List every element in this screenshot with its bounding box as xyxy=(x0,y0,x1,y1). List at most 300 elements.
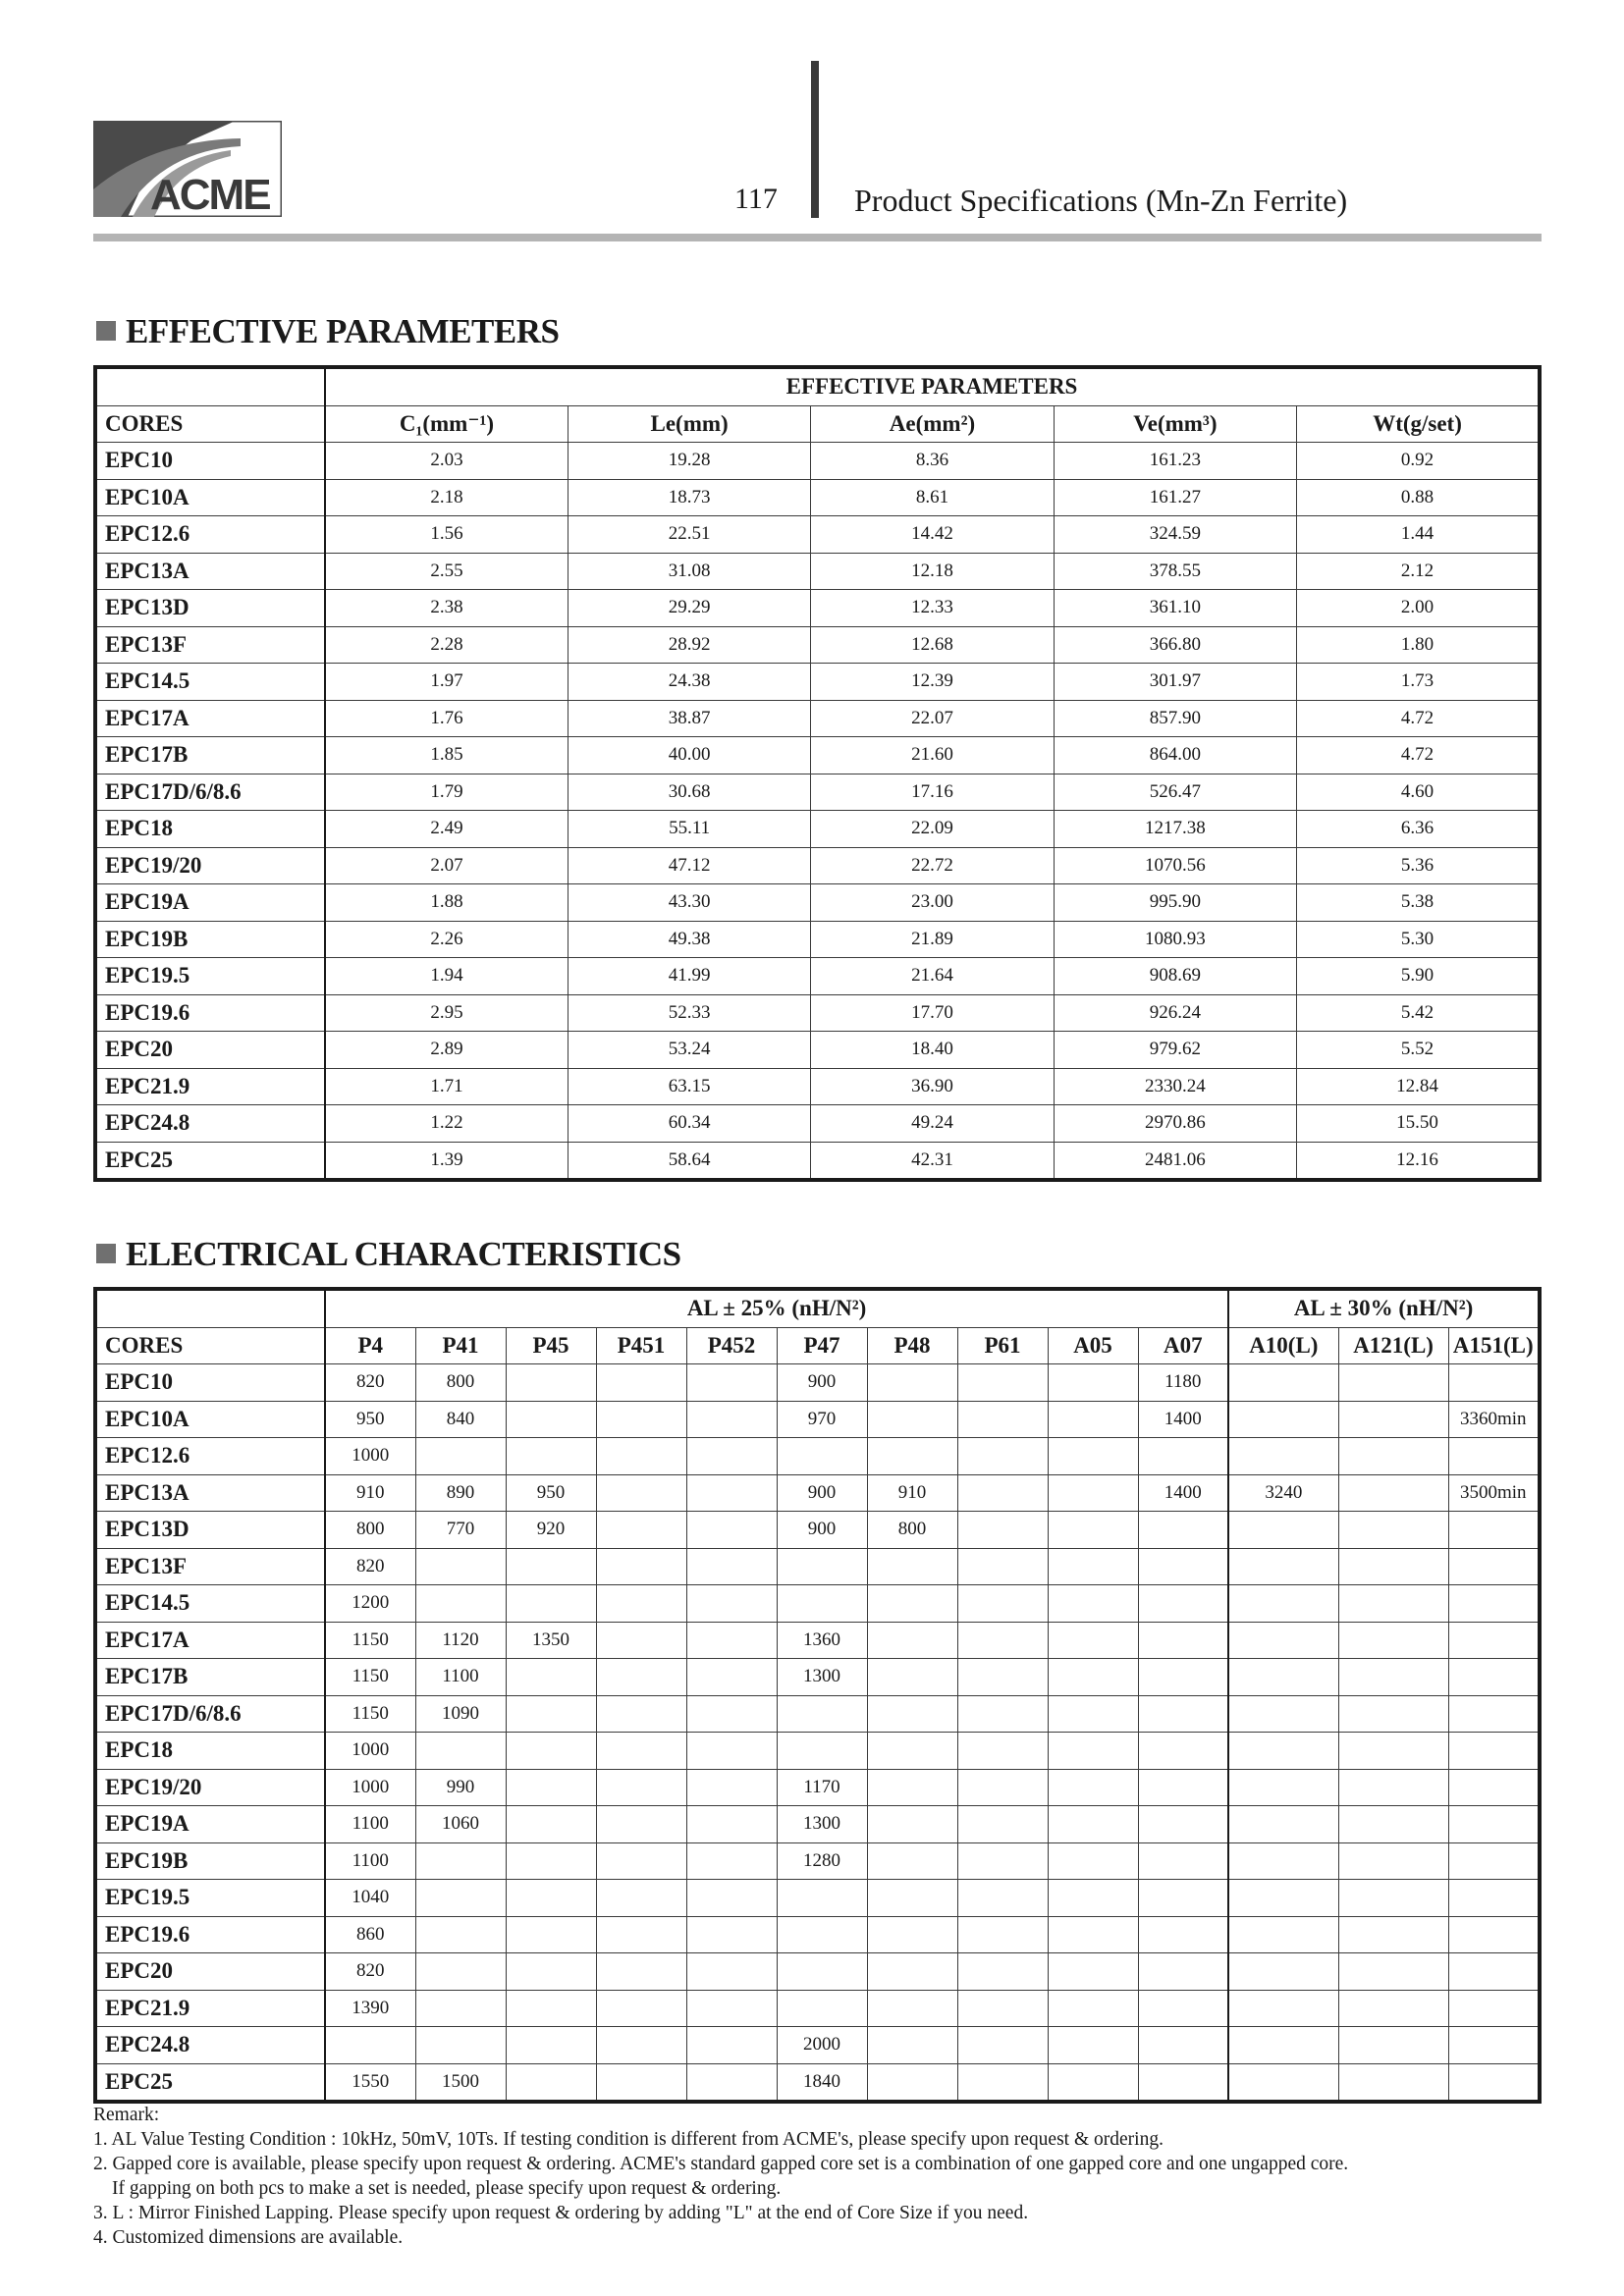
table-cell xyxy=(1228,2027,1338,2064)
table-cell xyxy=(686,1953,777,1991)
remark-line: 1. AL Value Testing Condition : 10kHz, 50mV, 10Ts. If testing condition is different from ACME's, please specify upon request & ordering. xyxy=(93,2129,1164,2150)
table-cell xyxy=(596,1916,686,1953)
cores-header: CORES xyxy=(95,405,325,443)
table-cell xyxy=(1048,1880,1138,1917)
table-cell xyxy=(1048,1769,1138,1806)
table-cell xyxy=(506,1548,596,1585)
section-heading-effective-parameters xyxy=(96,312,559,351)
table-cell xyxy=(596,1512,686,1549)
table-cell: 47.12 xyxy=(568,847,810,884)
table-cell xyxy=(596,1733,686,1770)
table-cell xyxy=(686,1474,777,1512)
table-cell xyxy=(867,1733,957,1770)
core-name: EPC19.5 xyxy=(95,1880,325,1917)
table-cell xyxy=(957,1438,1048,1475)
table-cell xyxy=(1338,1474,1448,1512)
table-cell: 12.39 xyxy=(811,664,1054,701)
table-cell: 2.95 xyxy=(325,994,568,1032)
table-cell xyxy=(415,2027,506,2064)
table-cell: 1400 xyxy=(1138,1474,1228,1512)
table-cell: 3240 xyxy=(1228,1474,1338,1512)
table-cell: 820 xyxy=(325,1548,415,1585)
table-cell: 2.49 xyxy=(325,811,568,848)
table-row xyxy=(95,847,1540,884)
core-name: EPC12.6 xyxy=(95,1438,325,1475)
table-cell xyxy=(686,2063,777,2102)
core-name: EPC24.8 xyxy=(95,1105,325,1143)
table-cell xyxy=(1048,1916,1138,1953)
table-cell xyxy=(1338,1659,1448,1696)
table-cell: 40.00 xyxy=(568,737,810,774)
table-cell: 21.64 xyxy=(811,958,1054,995)
table-row xyxy=(95,553,1540,590)
table-cell: 908.69 xyxy=(1054,958,1296,995)
table-cell xyxy=(415,1585,506,1623)
core-name: EPC19B xyxy=(95,1842,325,1880)
table-cell xyxy=(867,1990,957,2027)
table-cell xyxy=(957,1585,1048,1623)
table-cell: 1.97 xyxy=(325,664,568,701)
column-header: P47 xyxy=(777,1327,867,1364)
table-cell xyxy=(415,1990,506,2027)
table-row xyxy=(95,1032,1540,1069)
table-row xyxy=(95,2063,1540,2102)
table-cell: 1.79 xyxy=(325,774,568,811)
cores-header-spacer xyxy=(95,367,325,405)
table-cell xyxy=(1338,1622,1448,1659)
table-cell: 22.51 xyxy=(568,516,810,554)
table-cell xyxy=(1228,1695,1338,1733)
table-cell xyxy=(1138,1990,1228,2027)
section-title: EFFECTIVE PARAMETERS xyxy=(126,312,560,350)
table-cell xyxy=(957,2027,1048,2064)
table-cell: 860 xyxy=(325,1916,415,1953)
table-cell xyxy=(686,1659,777,1696)
table-cell: 1360 xyxy=(777,1622,867,1659)
table-cell xyxy=(686,1585,777,1623)
table-cell: 920 xyxy=(506,1512,596,1549)
table-cell xyxy=(1138,1842,1228,1880)
table-cell xyxy=(1048,1585,1138,1623)
table-cell: 1040 xyxy=(325,1880,415,1917)
table-row xyxy=(95,1585,1540,1623)
table-row xyxy=(95,1953,1540,1991)
table-cell: 1.39 xyxy=(325,1142,568,1180)
table-cell: 55.11 xyxy=(568,811,810,848)
table-cell xyxy=(1048,1806,1138,1843)
table-cell xyxy=(506,1990,596,2027)
table-cell xyxy=(957,1364,1048,1402)
table-cell xyxy=(686,1733,777,1770)
column-header: A07 xyxy=(1138,1327,1228,1364)
table-cell xyxy=(1048,1953,1138,1991)
table-cell xyxy=(686,1769,777,1806)
column-header: P45 xyxy=(506,1327,596,1364)
table-cell xyxy=(686,1916,777,1953)
table-cell xyxy=(1138,1916,1228,1953)
bullet-square-icon xyxy=(96,1244,116,1263)
table-cell xyxy=(1338,2027,1448,2064)
table-row xyxy=(95,1842,1540,1880)
cores-header-spacer xyxy=(95,1289,325,1327)
table-cell: 1500 xyxy=(415,2063,506,2102)
table-cell xyxy=(596,1990,686,2027)
core-name: EPC17A xyxy=(95,1622,325,1659)
table-cell: 31.08 xyxy=(568,553,810,590)
table-cell xyxy=(1048,1401,1138,1438)
table-cell xyxy=(506,1364,596,1402)
table-row xyxy=(95,700,1540,737)
table-cell xyxy=(1228,1585,1338,1623)
table-cell xyxy=(1448,1438,1540,1475)
table-cell xyxy=(415,1733,506,1770)
column-header: C₁(mm⁻¹) xyxy=(325,405,568,443)
table-cell: 770 xyxy=(415,1512,506,1549)
table-cell xyxy=(777,1695,867,1733)
table-cell xyxy=(1138,1622,1228,1659)
column-header: A121(L) xyxy=(1338,1327,1448,1364)
table-cell: 1080.93 xyxy=(1054,921,1296,958)
table-cell: 53.24 xyxy=(568,1032,810,1069)
table-row xyxy=(95,1401,1540,1438)
core-name: EPC21.9 xyxy=(95,1068,325,1105)
table-cell: 1200 xyxy=(325,1585,415,1623)
table-cell xyxy=(1048,1548,1138,1585)
table-row xyxy=(95,1733,1540,1770)
table-cell xyxy=(1338,1401,1448,1438)
table-cell: 3360min xyxy=(1448,1401,1540,1438)
table-cell: 1550 xyxy=(325,2063,415,2102)
core-name: EPC21.9 xyxy=(95,1990,325,2027)
table-cell xyxy=(1138,1953,1228,1991)
table-cell xyxy=(1228,1401,1338,1438)
table-cell: 1000 xyxy=(325,1733,415,1770)
core-name: EPC10 xyxy=(95,443,325,480)
table-cell xyxy=(1228,1953,1338,1991)
table-cell xyxy=(1448,1842,1540,1880)
table-cell xyxy=(686,2027,777,2064)
remark-line: 4. Customized dimensions are available. xyxy=(93,2227,404,2248)
table-cell xyxy=(957,1512,1048,1549)
table-cell xyxy=(1048,1842,1138,1880)
table-cell: 1180 xyxy=(1138,1364,1228,1402)
table-cell xyxy=(777,1585,867,1623)
table-cell: 2.00 xyxy=(1297,590,1540,627)
remark-line: 3. L : Mirror Finished Lapping. Please specify upon request & ordering by adding "L" at the end of Core Size if you need. xyxy=(93,2203,1029,2223)
table-row xyxy=(95,1990,1540,2027)
table-cell xyxy=(1048,1512,1138,1549)
table-cell xyxy=(506,1733,596,1770)
table-cell xyxy=(686,1842,777,1880)
column-header: Le(mm) xyxy=(568,405,810,443)
table-cell: 4.72 xyxy=(1297,737,1540,774)
core-name: EPC24.8 xyxy=(95,2027,325,2064)
core-name: EPC25 xyxy=(95,2063,325,2102)
table-cell xyxy=(777,1438,867,1475)
core-name: EPC18 xyxy=(95,1733,325,1770)
table-cell xyxy=(415,1880,506,1917)
table-row xyxy=(95,737,1540,774)
table-cell: 15.50 xyxy=(1297,1105,1540,1143)
table-cell xyxy=(1228,1916,1338,1953)
table-cell xyxy=(596,1474,686,1512)
table-cell: 1.56 xyxy=(325,516,568,554)
remark-line: If gapping on both pcs to make a set is needed, please specify upon request & ordering. xyxy=(112,2178,782,2199)
table-row xyxy=(95,1659,1540,1696)
table-cell xyxy=(867,1622,957,1659)
table-cell xyxy=(867,1659,957,1696)
table-row xyxy=(95,958,1540,995)
table-cell xyxy=(957,1622,1048,1659)
table-cell: 800 xyxy=(415,1364,506,1402)
table-cell xyxy=(957,1953,1048,1991)
table-cell xyxy=(1448,1548,1540,1585)
table-cell xyxy=(1138,1438,1228,1475)
bullet-square-icon xyxy=(96,321,116,341)
table-row xyxy=(95,1105,1540,1143)
table-cell: 1350 xyxy=(506,1622,596,1659)
table-cell xyxy=(1138,1659,1228,1696)
table-cell xyxy=(596,1364,686,1402)
table-cell xyxy=(325,2027,415,2064)
table-row xyxy=(95,2027,1540,2064)
logo-text: ACME xyxy=(150,171,270,217)
column-header: P48 xyxy=(867,1327,957,1364)
table-cell xyxy=(506,1806,596,1843)
table-cell: 43.30 xyxy=(568,884,810,922)
table-cell xyxy=(957,1880,1048,1917)
table-cell: 161.23 xyxy=(1054,443,1296,480)
table-cell xyxy=(1338,1916,1448,1953)
table-cell: 1060 xyxy=(415,1806,506,1843)
section-title: ELECTRICAL CHARACTERISTICS xyxy=(126,1235,681,1273)
core-name: EPC25 xyxy=(95,1142,325,1180)
core-name: EPC17D/6/8.6 xyxy=(95,774,325,811)
table-cell: 979.62 xyxy=(1054,1032,1296,1069)
table-cell xyxy=(506,1695,596,1733)
group-header: EFFECTIVE PARAMETERS xyxy=(325,367,1540,405)
table-row xyxy=(95,590,1540,627)
table-cell: 970 xyxy=(777,1401,867,1438)
table-cell xyxy=(1228,1769,1338,1806)
table-cell xyxy=(1138,1733,1228,1770)
core-name: EPC13D xyxy=(95,590,325,627)
table-cell: 49.24 xyxy=(811,1105,1054,1143)
table-row xyxy=(95,1474,1540,1512)
table-cell xyxy=(415,1953,506,1991)
header-title: Product Specifications (Mn-Zn Ferrite) xyxy=(854,183,1348,218)
table-cell xyxy=(596,1880,686,1917)
table-cell: 58.64 xyxy=(568,1142,810,1180)
table-cell xyxy=(686,1401,777,1438)
table-cell xyxy=(1338,1769,1448,1806)
header-rule xyxy=(93,234,1542,241)
table-cell xyxy=(415,1842,506,1880)
column-header: P41 xyxy=(415,1327,506,1364)
table-cell: 23.00 xyxy=(811,884,1054,922)
column-header: A10(L) xyxy=(1228,1327,1338,1364)
table-row xyxy=(95,1438,1540,1475)
table-cell: 36.90 xyxy=(811,1068,1054,1105)
table-cell xyxy=(1338,1953,1448,1991)
table-cell xyxy=(777,1953,867,1991)
table-cell xyxy=(1338,1880,1448,1917)
table-cell xyxy=(1228,1364,1338,1402)
table-cell xyxy=(1338,1512,1448,1549)
table-cell xyxy=(867,1401,957,1438)
table-cell: 1.44 xyxy=(1297,516,1540,554)
table-row xyxy=(95,921,1540,958)
core-name: EPC19.6 xyxy=(95,994,325,1032)
table-cell: 1.76 xyxy=(325,700,568,737)
core-name: EPC19.5 xyxy=(95,958,325,995)
table-cell xyxy=(596,2027,686,2064)
column-header: Wt(g/set) xyxy=(1297,405,1540,443)
table-cell: 3500min xyxy=(1448,1474,1540,1512)
core-name: EPC18 xyxy=(95,811,325,848)
table-cell xyxy=(596,1842,686,1880)
table-row xyxy=(95,1142,1540,1180)
table-row xyxy=(95,1916,1540,1953)
table-cell: 30.68 xyxy=(568,774,810,811)
table-cell xyxy=(686,1806,777,1843)
acme-logo xyxy=(93,121,282,217)
table-cell xyxy=(1338,1990,1448,2027)
table-cell: 820 xyxy=(325,1364,415,1402)
column-header: A151(L) xyxy=(1448,1327,1540,1364)
table-cell: 22.07 xyxy=(811,700,1054,737)
table-cell xyxy=(415,1916,506,1953)
table-cell: 2.38 xyxy=(325,590,568,627)
table-cell: 1150 xyxy=(325,1622,415,1659)
table-row xyxy=(95,1512,1540,1549)
table-cell xyxy=(957,1659,1048,1696)
table-cell xyxy=(506,1769,596,1806)
table-cell: 0.88 xyxy=(1297,479,1540,516)
table-cell: 2330.24 xyxy=(1054,1068,1296,1105)
table-cell xyxy=(1448,1622,1540,1659)
table-row xyxy=(95,1622,1540,1659)
table-row xyxy=(95,1364,1540,1402)
table-cell xyxy=(867,1438,957,1475)
table-cell xyxy=(596,1659,686,1696)
table-cell xyxy=(1048,1622,1138,1659)
table-cell xyxy=(506,1953,596,1991)
table-cell: 1.73 xyxy=(1297,664,1540,701)
table-cell: 5.90 xyxy=(1297,958,1540,995)
table-cell: 161.27 xyxy=(1054,479,1296,516)
table-cell: 366.80 xyxy=(1054,626,1296,664)
table-row xyxy=(95,1548,1540,1585)
table-cell: 2970.86 xyxy=(1054,1105,1296,1143)
table-cell xyxy=(1138,1512,1228,1549)
column-header: P4 xyxy=(325,1327,415,1364)
section-heading-electrical-characteristics xyxy=(96,1235,681,1274)
group-header-al30: AL ± 30% (nH/N²) xyxy=(1228,1289,1540,1327)
table-cell xyxy=(867,1842,957,1880)
core-name: EPC10A xyxy=(95,479,325,516)
table-cell: 18.40 xyxy=(811,1032,1054,1069)
table-cell xyxy=(506,2027,596,2064)
table-cell: 900 xyxy=(777,1474,867,1512)
core-name: EPC10 xyxy=(95,1364,325,1402)
table-cell: 19.28 xyxy=(568,443,810,480)
table-cell: 1840 xyxy=(777,2063,867,2102)
table-cell: 24.38 xyxy=(568,664,810,701)
table-cell: 60.34 xyxy=(568,1105,810,1143)
table-row xyxy=(95,1806,1540,1843)
table-cell xyxy=(596,1769,686,1806)
core-name: EPC19/20 xyxy=(95,847,325,884)
table-cell: 301.97 xyxy=(1054,664,1296,701)
table-cell xyxy=(1048,1438,1138,1475)
table-cell xyxy=(1228,1512,1338,1549)
table-cell xyxy=(1448,1364,1540,1402)
table-row xyxy=(95,1695,1540,1733)
column-header: A05 xyxy=(1048,1327,1138,1364)
table-cell: 1090 xyxy=(415,1695,506,1733)
table-cell xyxy=(867,2063,957,2102)
table-cell xyxy=(1138,2063,1228,2102)
table-cell xyxy=(506,2063,596,2102)
table-row xyxy=(95,811,1540,848)
core-name: EPC17B xyxy=(95,1659,325,1696)
table-cell xyxy=(1048,1990,1138,2027)
table-cell xyxy=(957,1548,1048,1585)
table-cell xyxy=(1048,2063,1138,2102)
table-cell xyxy=(1448,1585,1540,1623)
table-cell: 6.36 xyxy=(1297,811,1540,848)
table-cell xyxy=(506,1401,596,1438)
table-cell: 18.73 xyxy=(568,479,810,516)
table-cell xyxy=(867,1953,957,1991)
table-row xyxy=(95,1068,1540,1105)
table-cell: 41.99 xyxy=(568,958,810,995)
table-cell xyxy=(957,1806,1048,1843)
table-cell: 21.89 xyxy=(811,921,1054,958)
table-cell xyxy=(596,1585,686,1623)
table-cell: 2.26 xyxy=(325,921,568,958)
table-row xyxy=(95,1769,1540,1806)
table-row xyxy=(95,994,1540,1032)
header-divider xyxy=(811,61,819,218)
table-cell: 2.12 xyxy=(1297,553,1540,590)
table-cell xyxy=(1228,2063,1338,2102)
core-name: EPC19A xyxy=(95,884,325,922)
core-name: EPC13F xyxy=(95,1548,325,1585)
cores-header: CORES xyxy=(95,1327,325,1364)
table-cell xyxy=(1138,1585,1228,1623)
table-cell xyxy=(867,1695,957,1733)
table-cell: 5.52 xyxy=(1297,1032,1540,1069)
table-cell xyxy=(1048,1659,1138,1696)
table-cell xyxy=(596,1695,686,1733)
table-cell xyxy=(1048,1364,1138,1402)
table-cell: 1.22 xyxy=(325,1105,568,1143)
table-cell xyxy=(1228,1438,1338,1475)
table-cell: 378.55 xyxy=(1054,553,1296,590)
table-cell xyxy=(867,1364,957,1402)
table-cell: 5.36 xyxy=(1297,847,1540,884)
table-cell: 890 xyxy=(415,1474,506,1512)
table-cell xyxy=(1448,1733,1540,1770)
table-cell xyxy=(957,1733,1048,1770)
table-cell xyxy=(1338,1806,1448,1843)
table-cell xyxy=(1338,1695,1448,1733)
core-name: EPC19B xyxy=(95,921,325,958)
table-cell: 1390 xyxy=(325,1990,415,2027)
table-cell xyxy=(867,1769,957,1806)
